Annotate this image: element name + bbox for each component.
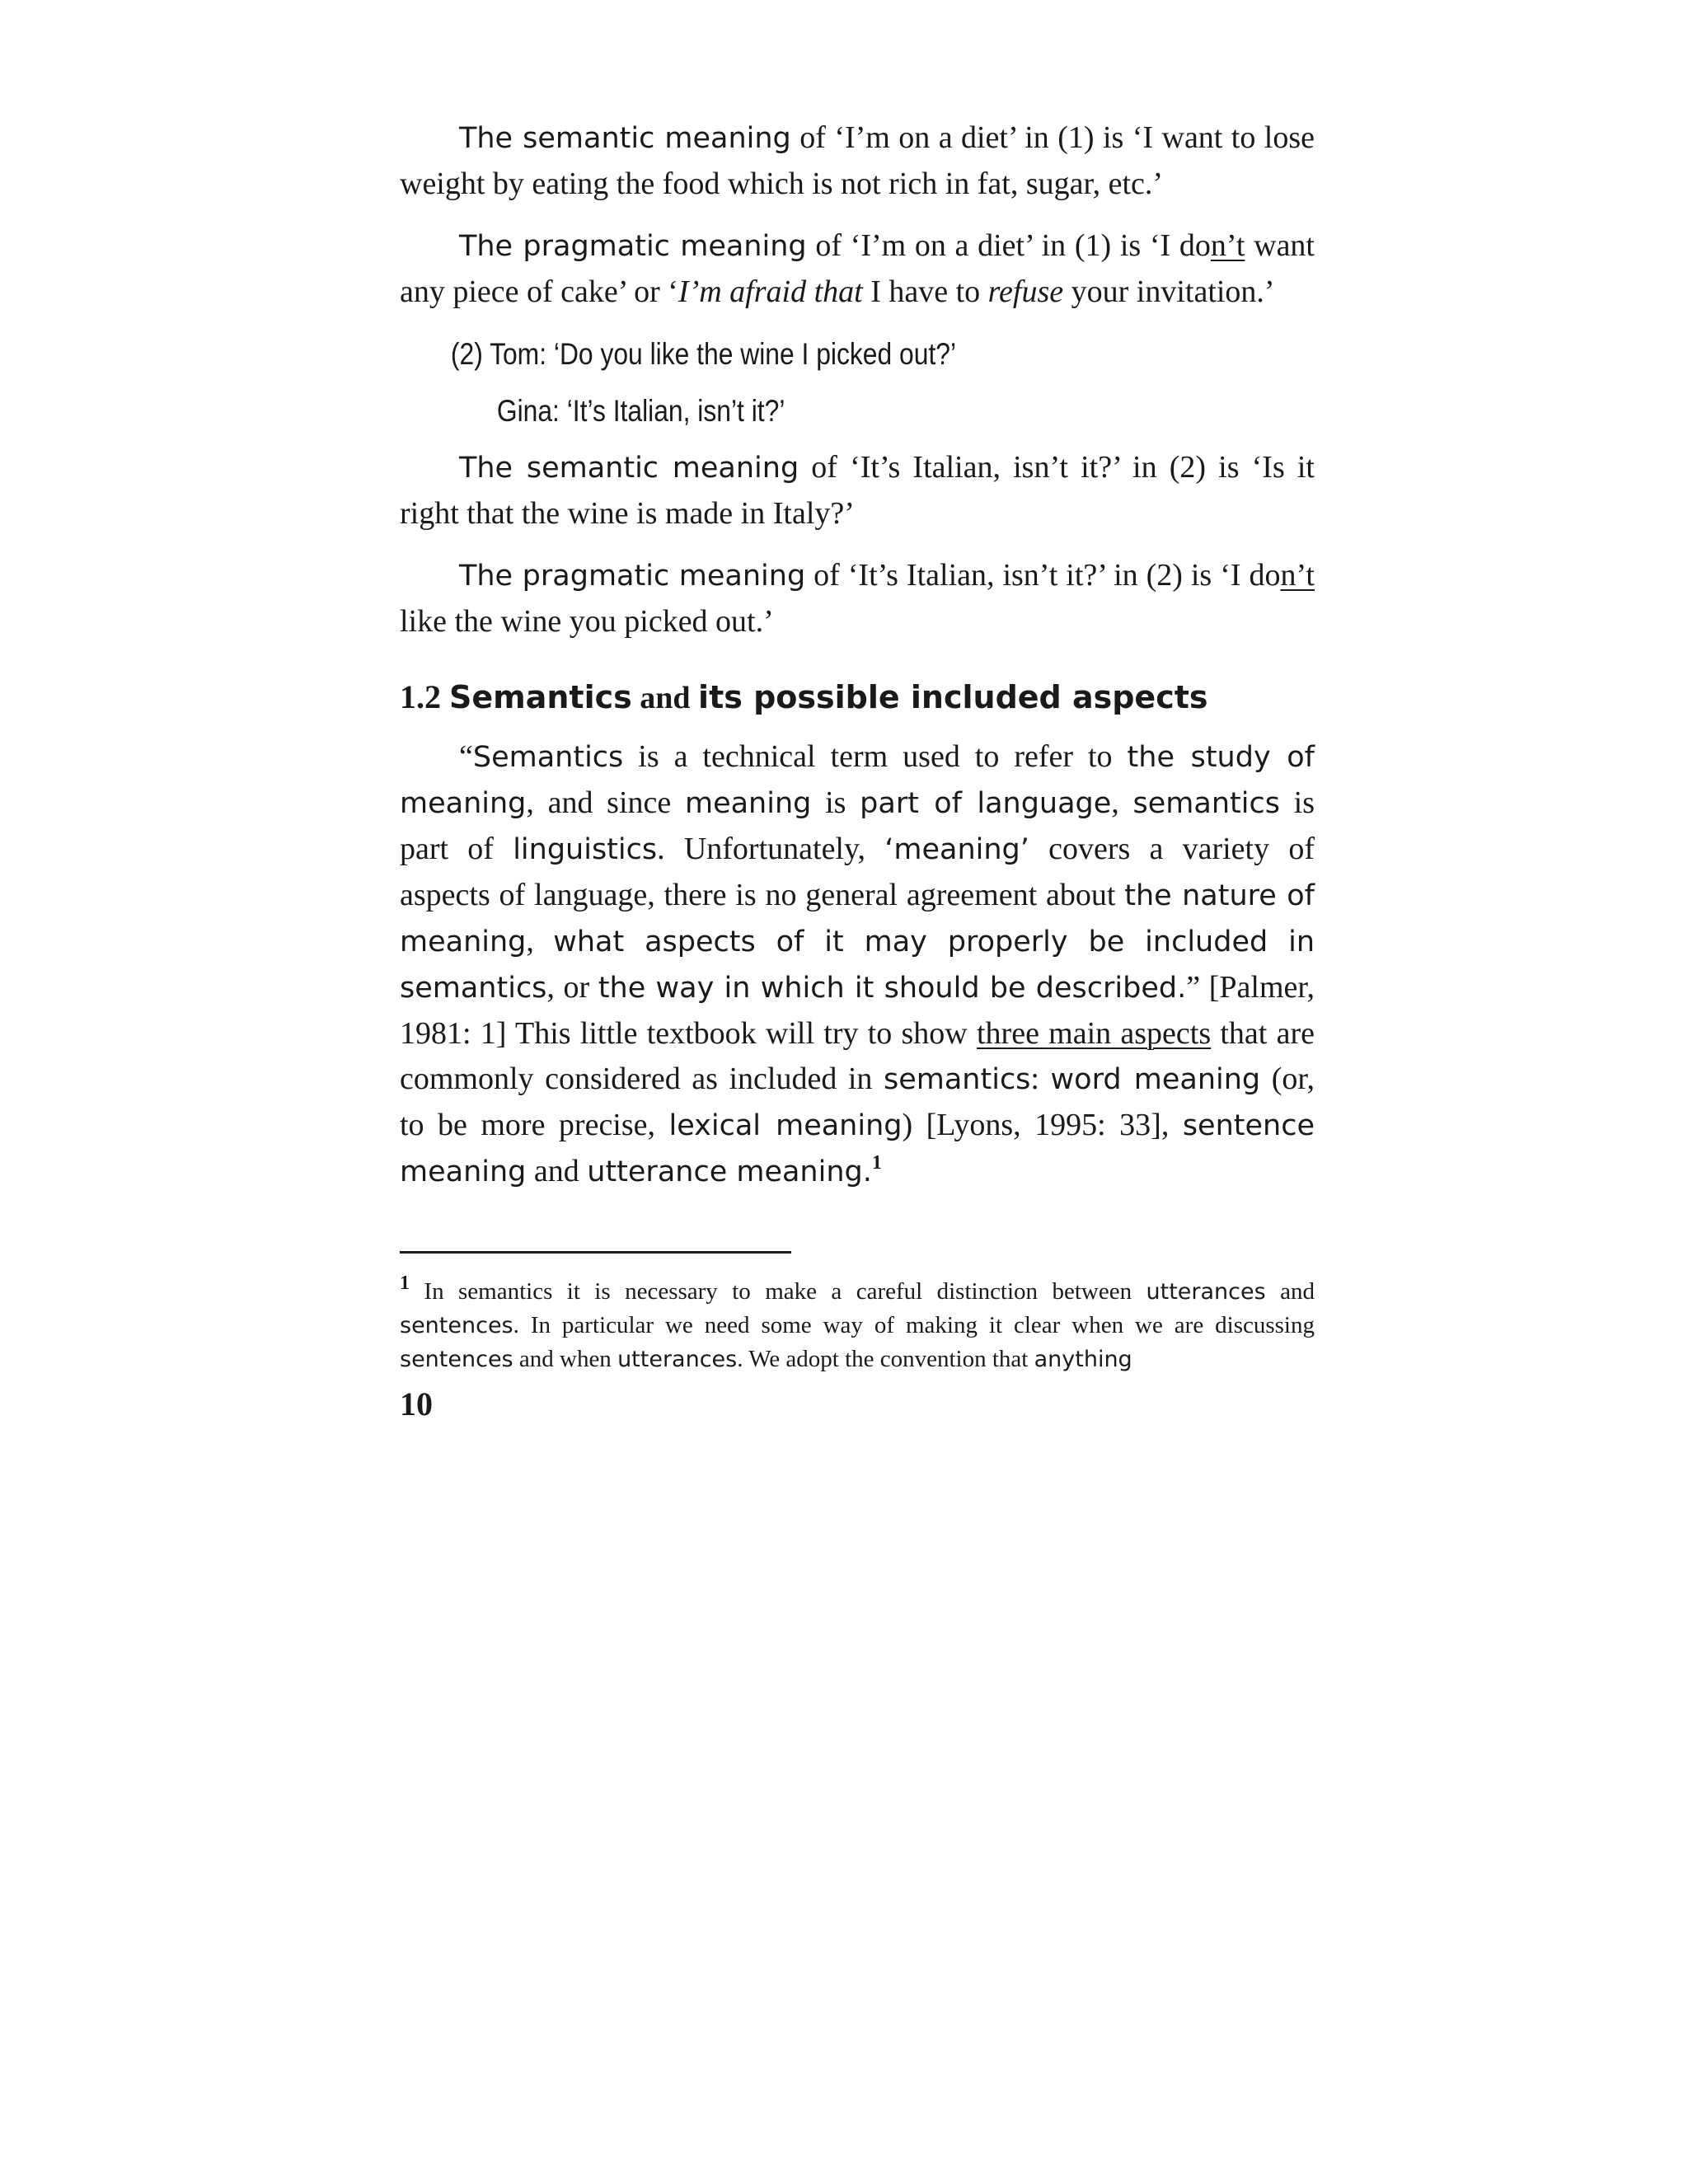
footnote	[400, 1272, 1315, 1376]
underlined-text: n’t	[1210, 228, 1245, 263]
text-run: . Unfortunately,	[657, 832, 885, 866]
keyword: utterance meaning.	[587, 1155, 872, 1188]
text-run: covers a variety of aspects of language, there is no general agreement about	[400, 832, 1315, 912]
footnote-marker: 1	[400, 1272, 410, 1294]
keyword: The semantic meaning	[459, 452, 799, 485]
italic-text: I’m afraid that	[678, 274, 863, 309]
text-run: and when	[513, 1346, 618, 1372]
text-run: In semantics it is necessary to make a careful distinction between	[410, 1278, 1146, 1305]
text-run: is a technical term used to refer to	[623, 739, 1128, 774]
keyword: Semantics	[472, 741, 624, 774]
text-run: . We adopt the convention that	[737, 1346, 1034, 1372]
keyword: utterances	[617, 1347, 738, 1372]
keyword: semantics	[884, 1063, 1031, 1096]
text-run: ) [Lyons, 1995: 33],	[902, 1108, 1183, 1142]
section-heading	[400, 673, 1315, 723]
keyword: the way in which it should be described.	[598, 972, 1187, 1005]
text-run: of ‘I’m on a diet’ in (1) is ‘I do	[806, 228, 1211, 263]
text-run: of	[790, 120, 835, 155]
footnote-divider	[400, 1251, 791, 1254]
text-run: , or	[546, 970, 598, 1005]
text-run: want any piece of cake’ or ‘	[400, 228, 1315, 309]
text-run: I have to	[862, 274, 988, 309]
heading-text: and	[631, 681, 699, 715]
text-run: of ‘It’s Italian, isn’t it?’ in (2) is ‘Is it right that the wine is made in Italy?’	[400, 450, 1315, 531]
text-run: “	[459, 739, 473, 774]
keyword: ‘meaning’	[884, 833, 1029, 866]
paragraph-palmer-quote	[400, 734, 1315, 1195]
book-page	[400, 115, 1315, 1423]
keyword: meaning	[684, 787, 812, 820]
keyword: semantics	[1132, 787, 1280, 820]
heading-keyword: Semantics	[449, 679, 632, 715]
keyword: lexical meaning	[668, 1109, 903, 1142]
text-run: like the wine you picked out.’	[400, 604, 774, 639]
keyword: what aspects of it may properly be included in semantics	[400, 926, 1315, 1005]
underlined-text: three main aspects	[977, 1016, 1212, 1051]
paragraph-pragmatic-meaning-1	[400, 223, 1315, 315]
text-run: your invitation.’	[1063, 274, 1275, 309]
text-run: that are commonly considered as included in	[400, 1016, 1315, 1096]
text-run: ‘I’m on a diet’ in (1) is ‘I want to lose weight by eating the food which is not rich in fat, sugar, etc.’	[400, 120, 1315, 201]
section-number: 1.2	[400, 678, 449, 715]
keyword: sentences	[400, 1347, 513, 1372]
keyword: linguistics	[513, 833, 658, 866]
dialogue-line-gina: Gina: ‘It’s Italian, isn’t it?’	[496, 394, 785, 428]
paragraph-semantic-meaning-1	[400, 115, 1315, 207]
keyword: The pragmatic meaning	[459, 560, 806, 593]
text-run: is part of	[400, 785, 1315, 866]
text-run: and	[1265, 1278, 1315, 1305]
underlined-text: n’t	[1280, 558, 1315, 593]
text-run: ,	[1111, 785, 1133, 820]
keyword: sentence meaning	[400, 1109, 1315, 1188]
text-run: , and since	[526, 785, 685, 820]
text-run: :	[1030, 1062, 1051, 1096]
footnote-reference[interactable]: 1	[871, 1152, 882, 1174]
keyword: anything	[1034, 1347, 1132, 1372]
text-run: . In particular we need some way of making it clear when we are discussing	[513, 1312, 1315, 1338]
keyword: the study of meaning	[400, 741, 1315, 820]
paragraph-semantic-meaning-2	[400, 445, 1315, 537]
keyword: word meaning	[1050, 1063, 1261, 1096]
keyword: The semantic meaning	[459, 122, 791, 155]
text-run: and	[526, 1154, 588, 1188]
keyword: The pragmatic meaning	[459, 230, 807, 263]
keyword: sentences	[400, 1313, 513, 1338]
text-run: (or, to be more precise,	[400, 1062, 1315, 1142]
keyword: utterances	[1146, 1279, 1266, 1305]
text-run: of ‘It’s Italian, isn’t it?’ in (2) is ‘I do	[805, 558, 1281, 593]
heading-keyword: its possible included aspects	[698, 679, 1208, 715]
page-number: 10	[400, 1385, 433, 1422]
dialogue-line-tom: (2) Tom: ‘Do you like the wine I picked out?’	[450, 337, 957, 371]
text-run: ” [Palmer, 1981: 1] This little textbook will try to show	[400, 970, 1315, 1051]
italic-text: refuse	[987, 274, 1064, 309]
keyword: part of language	[860, 787, 1112, 820]
text-run: is	[811, 785, 860, 820]
text-run: ,	[526, 924, 554, 958]
paragraph-pragmatic-meaning-2	[400, 553, 1315, 644]
keyword: the nature of meaning	[400, 879, 1315, 958]
